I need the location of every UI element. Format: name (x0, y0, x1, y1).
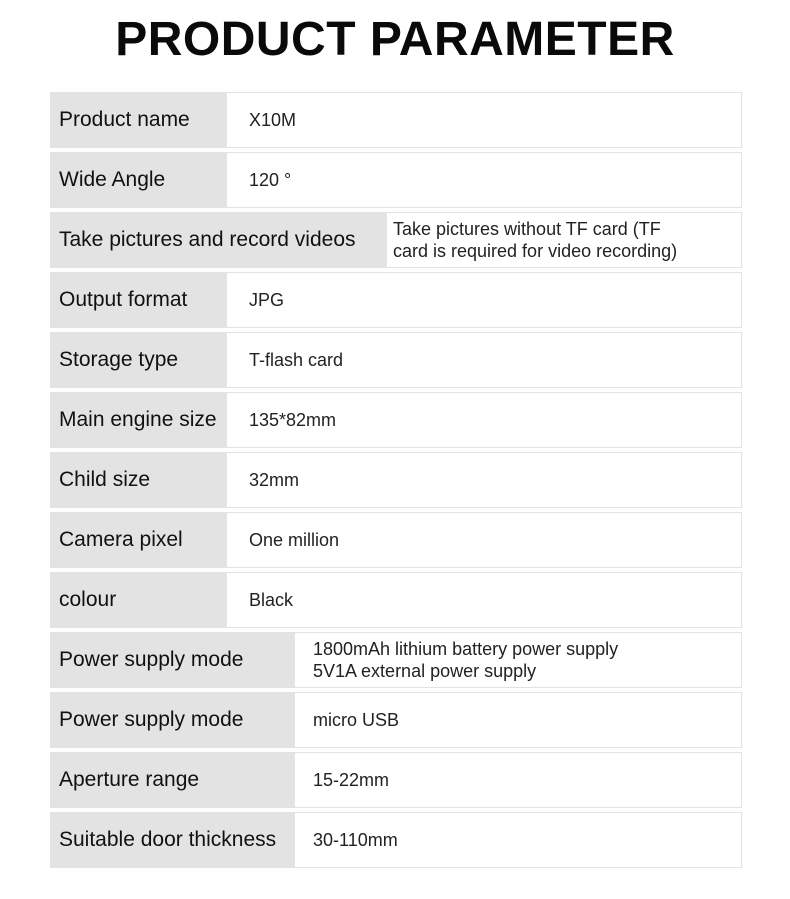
row-value (295, 813, 741, 867)
table-row (50, 392, 742, 448)
row-value-line: One million (249, 530, 340, 550)
row-value-line: 1800mAh lithium battery power supply (313, 639, 619, 659)
parameter-table (50, 92, 742, 872)
row-label: Take pictures and record videos (51, 213, 387, 267)
table-row (50, 572, 742, 628)
row-label: Aperture range (51, 753, 295, 807)
table-row (50, 692, 742, 748)
row-value (227, 153, 741, 207)
table-row (50, 332, 742, 388)
row-label: Wide Angle (51, 153, 227, 207)
row-label: Camera pixel (51, 513, 227, 567)
row-value (227, 453, 741, 507)
row-value (227, 513, 741, 567)
row-value-line: 30-110mm (313, 830, 398, 850)
row-label: Power supply mode (51, 693, 295, 747)
table-row (50, 92, 742, 148)
row-value-line: 32mm (249, 470, 300, 490)
row-value-line: card is required for video recording) (393, 241, 678, 261)
table-row (50, 272, 742, 328)
table-row (50, 752, 742, 808)
row-value-line: T-flash card (249, 350, 344, 370)
row-value (227, 93, 741, 147)
row-value (295, 753, 741, 807)
row-value (295, 693, 741, 747)
row-value-line: 120 ° (249, 170, 292, 190)
row-value (387, 213, 741, 267)
table-row (50, 152, 742, 208)
row-value-line: X10M (249, 110, 297, 130)
row-label: Child size (51, 453, 227, 507)
row-label: colour (51, 573, 227, 627)
row-label: Output format (51, 273, 227, 327)
row-label: Suitable door thickness (51, 813, 295, 867)
row-label: Power supply mode (51, 633, 295, 687)
row-value (227, 393, 741, 447)
row-value-line: Take pictures without TF card (TF (393, 219, 661, 239)
row-value-line: micro USB (313, 710, 400, 730)
row-label: Main engine size (51, 393, 227, 447)
row-label: Product name (51, 93, 227, 147)
row-value-line: JPG (249, 290, 285, 310)
table-row (50, 512, 742, 568)
row-value (227, 573, 741, 627)
row-value-line: 5V1A external power supply (313, 661, 537, 681)
row-value-line: 135*82mm (249, 410, 337, 430)
row-value-line: Black (249, 590, 294, 610)
row-value (227, 273, 741, 327)
table-row (50, 812, 742, 868)
row-value (227, 333, 741, 387)
table-row (50, 212, 742, 268)
page-title: PRODUCT PARAMETER (115, 13, 675, 66)
table-row (50, 452, 742, 508)
row-value (295, 633, 741, 687)
row-value-line: 15-22mm (313, 770, 390, 790)
table-row (50, 632, 742, 688)
row-label: Storage type (51, 333, 227, 387)
